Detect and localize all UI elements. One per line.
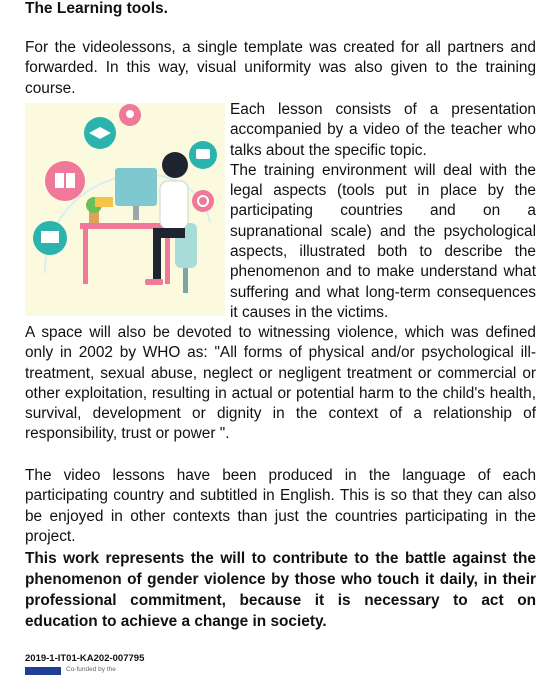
eu-flag-logo bbox=[25, 667, 61, 675]
lesson-description: Each lesson consists of a presentation accompanied by a video of the teacher who talks about the specific topic. bbox=[230, 101, 536, 159]
training-environment-description: The training environment will deal with the legal aspects (tools put in place by the participating countries and on a supranational scale) and the psychological aspects, illustrated both to describe the phenomenon and to make understand what suffering and what long-term consequences it causes in the victims. bbox=[230, 161, 536, 321]
intro-paragraph: For the videolessons, a single template was created for all partners and forwarded. In this way, visual uniformity was also given to the training course. bbox=[25, 39, 536, 97]
project-code: 2019-1-IT01-KA202-007795 bbox=[25, 653, 145, 664]
graduation-cap-icon bbox=[84, 117, 116, 149]
elearning-illustration bbox=[25, 103, 225, 316]
chat-icon bbox=[189, 141, 217, 169]
page-title: The Learning tools. bbox=[25, 0, 168, 17]
monitor-icon bbox=[33, 221, 67, 255]
clock-icon bbox=[192, 190, 214, 212]
closing-statement: This work represents the will to contribute to the battle against the phenomenon of gender violence by those who touch it daily, in their professional commitment, because it is necessary to act on education to achieve a change in society. bbox=[25, 550, 536, 630]
side-text bbox=[230, 100, 536, 323]
witnessing-violence-paragraph: A space will also be devoted to witnessing violence, which was defined only in 2002 by WHO as: "All forms of physical and/or psychological ill-treatment, sexual abuse, neglect or negligent treatment or commercial or other exploitation, resulting in actual or potential harm to the child's health, survival, development or dignity in the context of a relationship of responsibility, trust or power ". bbox=[25, 324, 536, 443]
book-icon bbox=[45, 161, 85, 201]
cofunded-label: Co-funded by the bbox=[66, 666, 116, 673]
video-lessons-paragraph: The video lessons have been produced in the language of each participating country and subtitled in English. This is so that they can also be enjoyed in other contexts than just the countries participating in the project. bbox=[25, 467, 536, 545]
award-icon bbox=[119, 104, 141, 126]
